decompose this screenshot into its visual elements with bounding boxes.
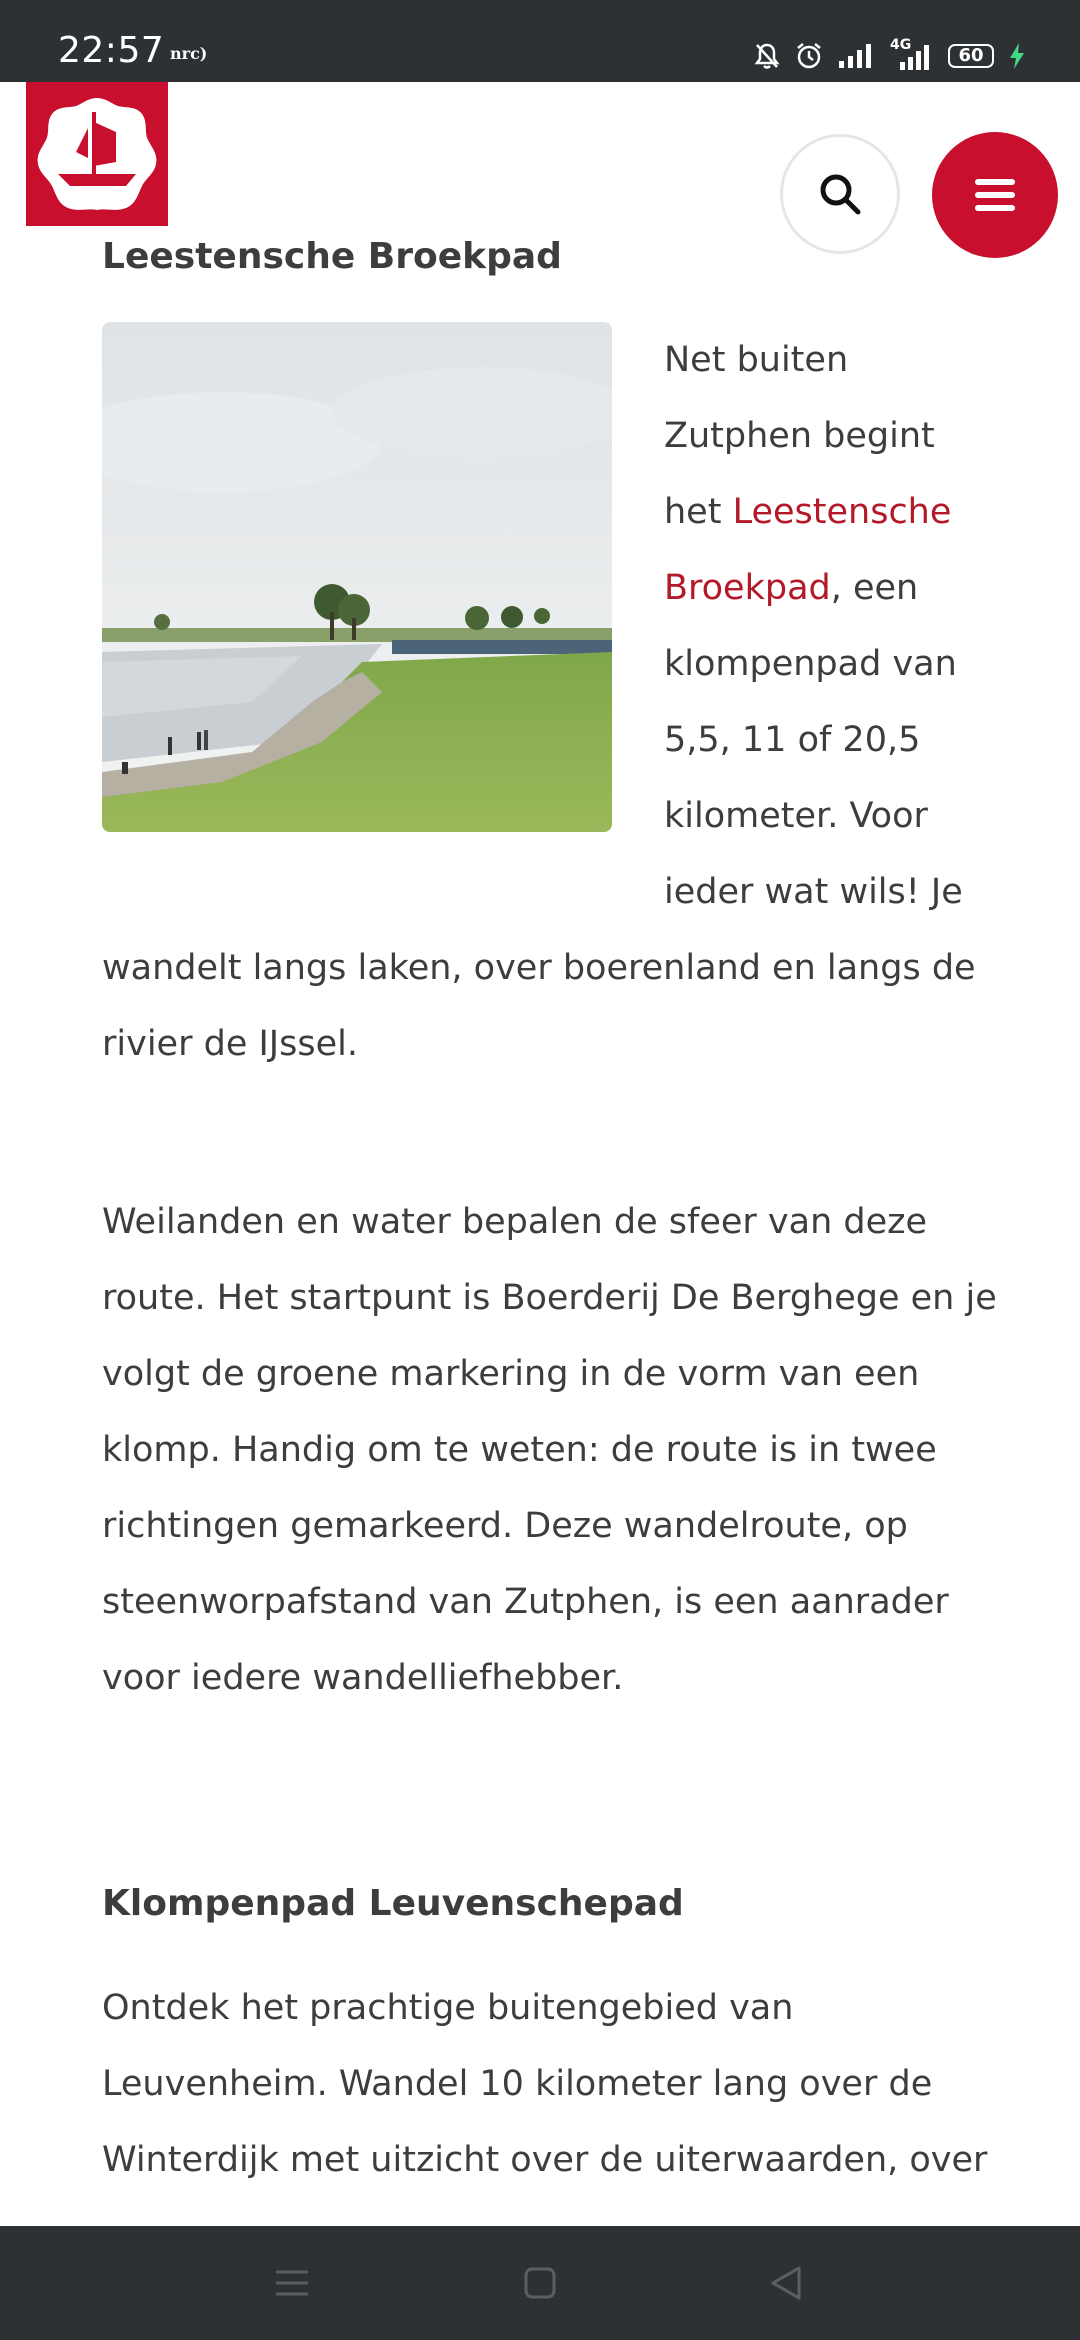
text-line: richtingen gemarkeerd. Deze wandelroute, op — [102, 1506, 908, 1546]
leestensche-broekpad-link-cont[interactable]: Broekpad — [664, 568, 831, 608]
text-line: Leuvenheim. Wandel 10 kilometer lang over de — [102, 2064, 933, 2104]
home-icon — [523, 2266, 557, 2300]
system-nav-bar — [0, 2226, 1080, 2340]
text-span: rivier de IJssel. — [102, 1024, 358, 1064]
battery-level: 60 — [958, 45, 984, 66]
back-button[interactable] — [726, 2226, 846, 2340]
text-span: kilometer. Voor — [664, 796, 928, 836]
text-line: route. Het startpunt is Boerderij De Berghege en je — [102, 1278, 997, 1318]
leestensche-broekpad-link[interactable]: Leestensche — [732, 492, 952, 532]
status-time: 22:57 — [58, 30, 165, 71]
section2-paragraph — [102, 1970, 988, 2198]
status-bar — [0, 0, 1080, 82]
recent-apps-icon — [274, 2268, 310, 2298]
text-span: Zutphen begint — [664, 416, 935, 456]
recent-apps-button[interactable] — [232, 2226, 352, 2340]
text-line: volgt de groene markering in de vorm van een — [102, 1354, 920, 1394]
text-line — [102, 854, 982, 930]
text-span: wandelt langs laken, over boerenland en langs de — [102, 948, 976, 988]
text-line — [102, 930, 982, 1006]
text-line — [102, 1006, 982, 1082]
text-line: Ontdek het prachtige buitengebied van — [102, 1988, 794, 2028]
text-span: Net buiten — [664, 340, 849, 380]
text-line: Winterdijk met uitzicht over de uiterwaarden, over — [102, 2140, 988, 2180]
back-icon — [769, 2265, 803, 2301]
section-title-leuvenschepad: Klompenpad Leuvenschepad — [102, 1883, 684, 1924]
mute-icon — [754, 42, 780, 70]
text-span: ieder wat wils! Je — [664, 872, 963, 912]
home-button[interactable] — [480, 2226, 600, 2340]
search-button[interactable] — [780, 134, 900, 254]
menu-button[interactable] — [932, 132, 1058, 258]
route-landscape-photo — [102, 322, 612, 832]
search-icon — [818, 172, 862, 216]
text-span: , een — [830, 568, 919, 608]
text-line: voor iedere wandelliefhebber. — [102, 1658, 624, 1698]
notification-app-icon: nrc) — [170, 44, 208, 63]
text-line: steenworpafstand van Zutphen, is een aanrader — [102, 1582, 949, 1622]
ship-logo-icon — [26, 82, 168, 226]
text-line: Weilanden en water bepalen de sfeer van deze — [102, 1202, 928, 1242]
section1-paragraph2 — [102, 1184, 997, 1716]
section-title-leestensche: Leestensche Broekpad — [102, 236, 562, 277]
signal-4g-icon — [886, 37, 934, 71]
text-span: 5,5, 11 of 20,5 — [664, 720, 921, 760]
text-span: klompenpad van — [664, 644, 957, 684]
network-type-label: 4G — [890, 37, 912, 53]
text-line: klomp. Handig om te weten: de route is in twee — [102, 1430, 937, 1470]
charging-icon — [1008, 42, 1026, 70]
hamburger-menu-icon — [973, 177, 1017, 213]
site-logo[interactable] — [26, 82, 168, 226]
battery-icon — [948, 44, 994, 68]
text-span: het — [664, 492, 733, 532]
status-icons — [754, 36, 1026, 76]
alarm-icon — [794, 41, 824, 71]
signal-icon — [838, 43, 872, 69]
